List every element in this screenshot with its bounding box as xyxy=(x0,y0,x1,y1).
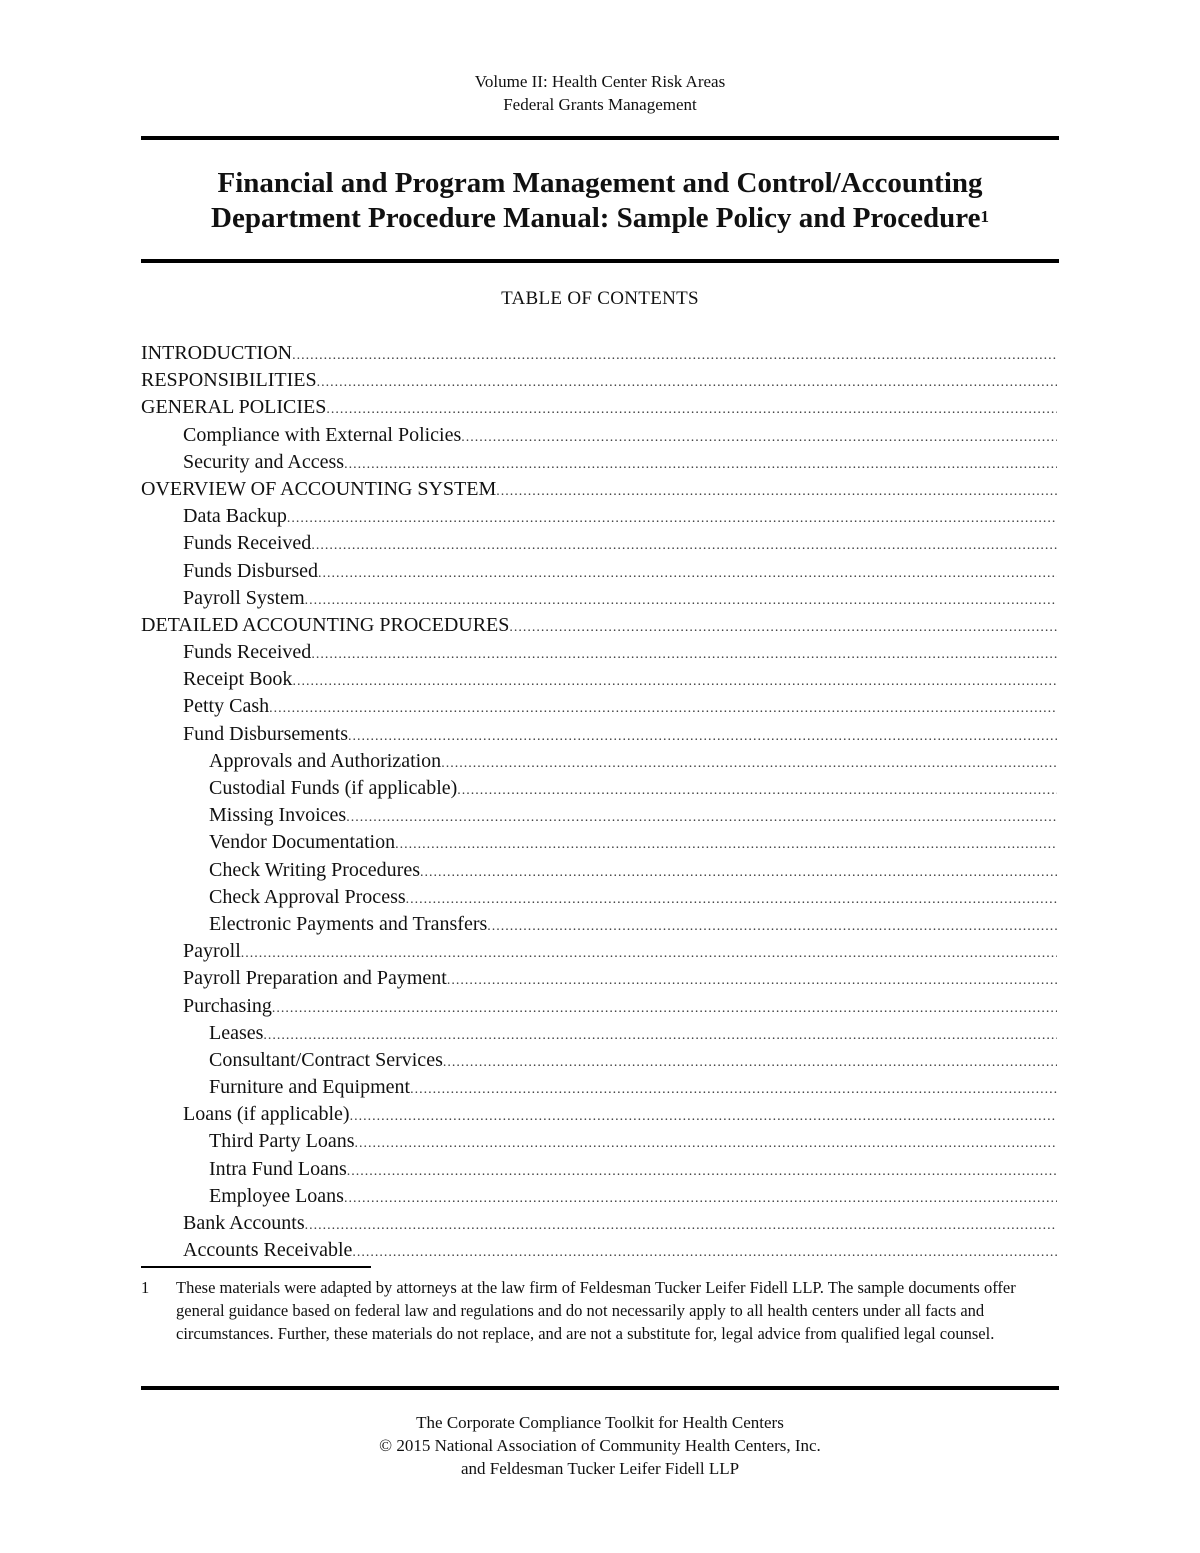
toc-entry[interactable] xyxy=(141,612,1057,639)
running-header xyxy=(0,70,1200,116)
toc-dot-leader xyxy=(272,995,1057,1020)
toc-dot-leader xyxy=(420,859,1057,884)
toc-entry-label: Employee Loans xyxy=(209,1184,344,1207)
toc-dot-leader xyxy=(406,886,1057,911)
toc-dot-leader xyxy=(305,587,1057,612)
toc-entry[interactable] xyxy=(141,449,1057,476)
toc-entry[interactable] xyxy=(141,965,1057,992)
toc-entry[interactable] xyxy=(141,1237,1057,1264)
toc-entry-label: Check Writing Procedures xyxy=(209,858,420,881)
toc-entry-label: Intra Fund Loans xyxy=(209,1157,347,1180)
toc-entry[interactable] xyxy=(141,748,1057,775)
toc-dot-leader xyxy=(287,505,1057,530)
toc-entry-label: INTRODUCTION xyxy=(141,342,293,364)
document-title xyxy=(0,166,1200,236)
toc-dot-leader xyxy=(305,1212,1057,1237)
toc-entry[interactable] xyxy=(141,993,1057,1020)
toc-dot-leader xyxy=(461,424,1057,449)
toc-entry-label: Accounts Receivable xyxy=(183,1239,353,1262)
toc-entry[interactable] xyxy=(141,802,1057,829)
toc-dot-leader xyxy=(318,560,1057,585)
toc-entry-label: Security and Access xyxy=(183,450,345,473)
toc-entry-label: Electronic Payments and Transfers xyxy=(209,912,488,935)
toc-dot-leader xyxy=(355,1130,1057,1155)
header-section-line: Federal Grants Management xyxy=(503,95,697,114)
title-line-2: Department Procedure Manual: Sample Policy and Procedure xyxy=(211,202,981,234)
running-footer xyxy=(0,1411,1200,1480)
toc-dot-leader xyxy=(352,1239,1057,1264)
toc-entry[interactable] xyxy=(141,530,1057,557)
toc-entry-label: Payroll Preparation and Payment xyxy=(183,967,447,990)
toc-entry-label: Loans (if applicable) xyxy=(183,1103,350,1126)
toc-entry-label: Approvals and Authorization xyxy=(209,749,442,772)
toc-entry[interactable] xyxy=(141,367,1057,394)
toc-entry-label: Third Party Loans xyxy=(209,1130,355,1153)
toc-entry-label: DETAILED ACCOUNTING PROCEDURES xyxy=(141,613,510,636)
toc-entry[interactable] xyxy=(141,503,1057,530)
toc-entry-label: RESPONSIBILITIES xyxy=(141,369,317,392)
toc-entry[interactable] xyxy=(141,857,1057,884)
toc-entry[interactable] xyxy=(141,1128,1057,1155)
toc-dot-leader xyxy=(496,478,1057,503)
toc-dot-leader xyxy=(487,913,1057,938)
toc-dot-leader xyxy=(395,831,1057,856)
toc-dot-leader xyxy=(347,1158,1057,1183)
footer-toolkit-line: The Corporate Compliance Toolkit for Health Centers xyxy=(416,1413,784,1432)
toc-dot-leader xyxy=(441,750,1057,775)
toc-entry-label: Data Backup xyxy=(183,505,287,528)
toc-entry[interactable] xyxy=(141,911,1057,938)
toc-entry-label: Payroll xyxy=(183,940,241,963)
toc-dot-leader xyxy=(457,777,1057,802)
toc-entry[interactable] xyxy=(141,1183,1057,1210)
toc-entry[interactable] xyxy=(141,1101,1057,1128)
toc-entry[interactable] xyxy=(141,558,1057,585)
toc-dot-leader xyxy=(292,668,1057,693)
toc-entry[interactable] xyxy=(141,340,1057,367)
toc-entry[interactable] xyxy=(141,1156,1057,1183)
toc-heading: TABLE OF CONTENTS xyxy=(501,288,699,309)
toc-entry[interactable] xyxy=(141,1020,1057,1047)
toc-entry[interactable] xyxy=(141,1210,1057,1237)
toc-entry[interactable] xyxy=(141,721,1057,748)
footer-firm-line: and Feldesman Tucker Leifer Fidell LLP xyxy=(460,1459,740,1478)
title-footnote-ref[interactable]: 1 xyxy=(980,207,989,226)
toc-entry[interactable] xyxy=(141,938,1057,965)
toc-entry[interactable] xyxy=(141,1047,1057,1074)
header-divider xyxy=(141,136,1059,140)
toc-dot-leader xyxy=(509,614,1057,639)
toc-dot-leader xyxy=(346,804,1057,829)
toc-entry[interactable] xyxy=(141,666,1057,693)
footnote-text: These materials were adapted by attorneys at the law firm of Feldesman Tucker Leifer Fidell LLP. The sample documents offer general guidance based on federal law and regulations and do not necessarily apply to all health centers under all facts and circumstances. Further, these materials do not replace, and are not a substitute for, legal advice from qualified legal counsel. xyxy=(176,1278,1016,1343)
toc-entry-label: Funds Disbursed xyxy=(183,559,319,582)
footnote xyxy=(141,1276,1059,1345)
toc-entry-label: Fund Disbursements xyxy=(183,722,348,745)
toc-dot-leader xyxy=(317,369,1057,394)
footer-copyright-line: © 2015 National Association of Community Health Centers, Inc. xyxy=(379,1436,821,1455)
title-divider xyxy=(141,259,1059,263)
table-of-contents xyxy=(141,340,1057,1264)
toc-dot-leader xyxy=(344,1185,1057,1210)
toc-dot-leader xyxy=(311,532,1057,557)
toc-dot-leader xyxy=(269,695,1057,720)
toc-entry-label: Purchasing xyxy=(183,994,272,1017)
toc-entry-label: Consultant/Contract Services xyxy=(209,1048,443,1071)
toc-entry[interactable] xyxy=(141,775,1057,802)
footnote-separator xyxy=(141,1266,371,1268)
toc-entry-label: Petty Cash xyxy=(183,695,270,718)
toc-entry[interactable] xyxy=(141,422,1057,449)
toc-dot-leader xyxy=(447,967,1057,992)
toc-dot-leader xyxy=(350,1103,1057,1128)
toc-dot-leader xyxy=(326,396,1057,421)
header-volume-line: Volume II: Health Center Risk Areas xyxy=(474,72,726,91)
toc-entry-label: Bank Accounts xyxy=(183,1212,305,1234)
title-line-1: Financial and Program Management and Control/Accounting xyxy=(217,167,983,199)
toc-dot-leader xyxy=(311,641,1057,666)
toc-entry[interactable] xyxy=(141,639,1057,666)
toc-entry[interactable] xyxy=(141,693,1057,720)
footer-divider xyxy=(141,1386,1059,1390)
footnote-number: 1 xyxy=(141,1278,150,1297)
toc-entry-label: Vendor Documentation xyxy=(209,831,396,854)
toc-entry[interactable] xyxy=(141,829,1057,856)
toc-entry[interactable] xyxy=(141,585,1057,612)
toc-entry-label: Leases xyxy=(209,1021,264,1044)
toc-dot-leader xyxy=(344,451,1057,476)
toc-dot-leader xyxy=(410,1076,1057,1101)
toc-entry[interactable] xyxy=(141,394,1057,421)
toc-entry-label: Compliance with External Policies xyxy=(183,423,462,446)
toc-entry-label: Funds Received xyxy=(183,532,312,555)
toc-entry[interactable] xyxy=(141,476,1057,503)
toc-dot-leader xyxy=(292,342,1057,367)
toc-entry-label: Missing Invoices xyxy=(209,804,347,827)
toc-entry-label: Check Approval Process xyxy=(209,885,406,908)
toc-dot-leader xyxy=(348,723,1057,748)
toc-entry-label: Funds Received xyxy=(183,641,312,664)
toc-entry-label: Receipt Book xyxy=(183,668,293,691)
toc-entry-label: Payroll System xyxy=(183,586,305,609)
toc-dot-leader xyxy=(241,940,1057,965)
toc-dot-leader xyxy=(443,1049,1057,1074)
toc-entry[interactable] xyxy=(141,884,1057,911)
toc-entry-label: GENERAL POLICIES xyxy=(141,396,327,419)
toc-entry-label: Furniture and Equipment xyxy=(209,1076,411,1099)
toc-dot-leader xyxy=(263,1022,1057,1047)
toc-entry-label: OVERVIEW OF ACCOUNTING SYSTEM xyxy=(141,477,497,500)
toc-entry-label: Custodial Funds (if applicable) xyxy=(209,777,458,799)
toc-entry[interactable] xyxy=(141,1074,1057,1101)
